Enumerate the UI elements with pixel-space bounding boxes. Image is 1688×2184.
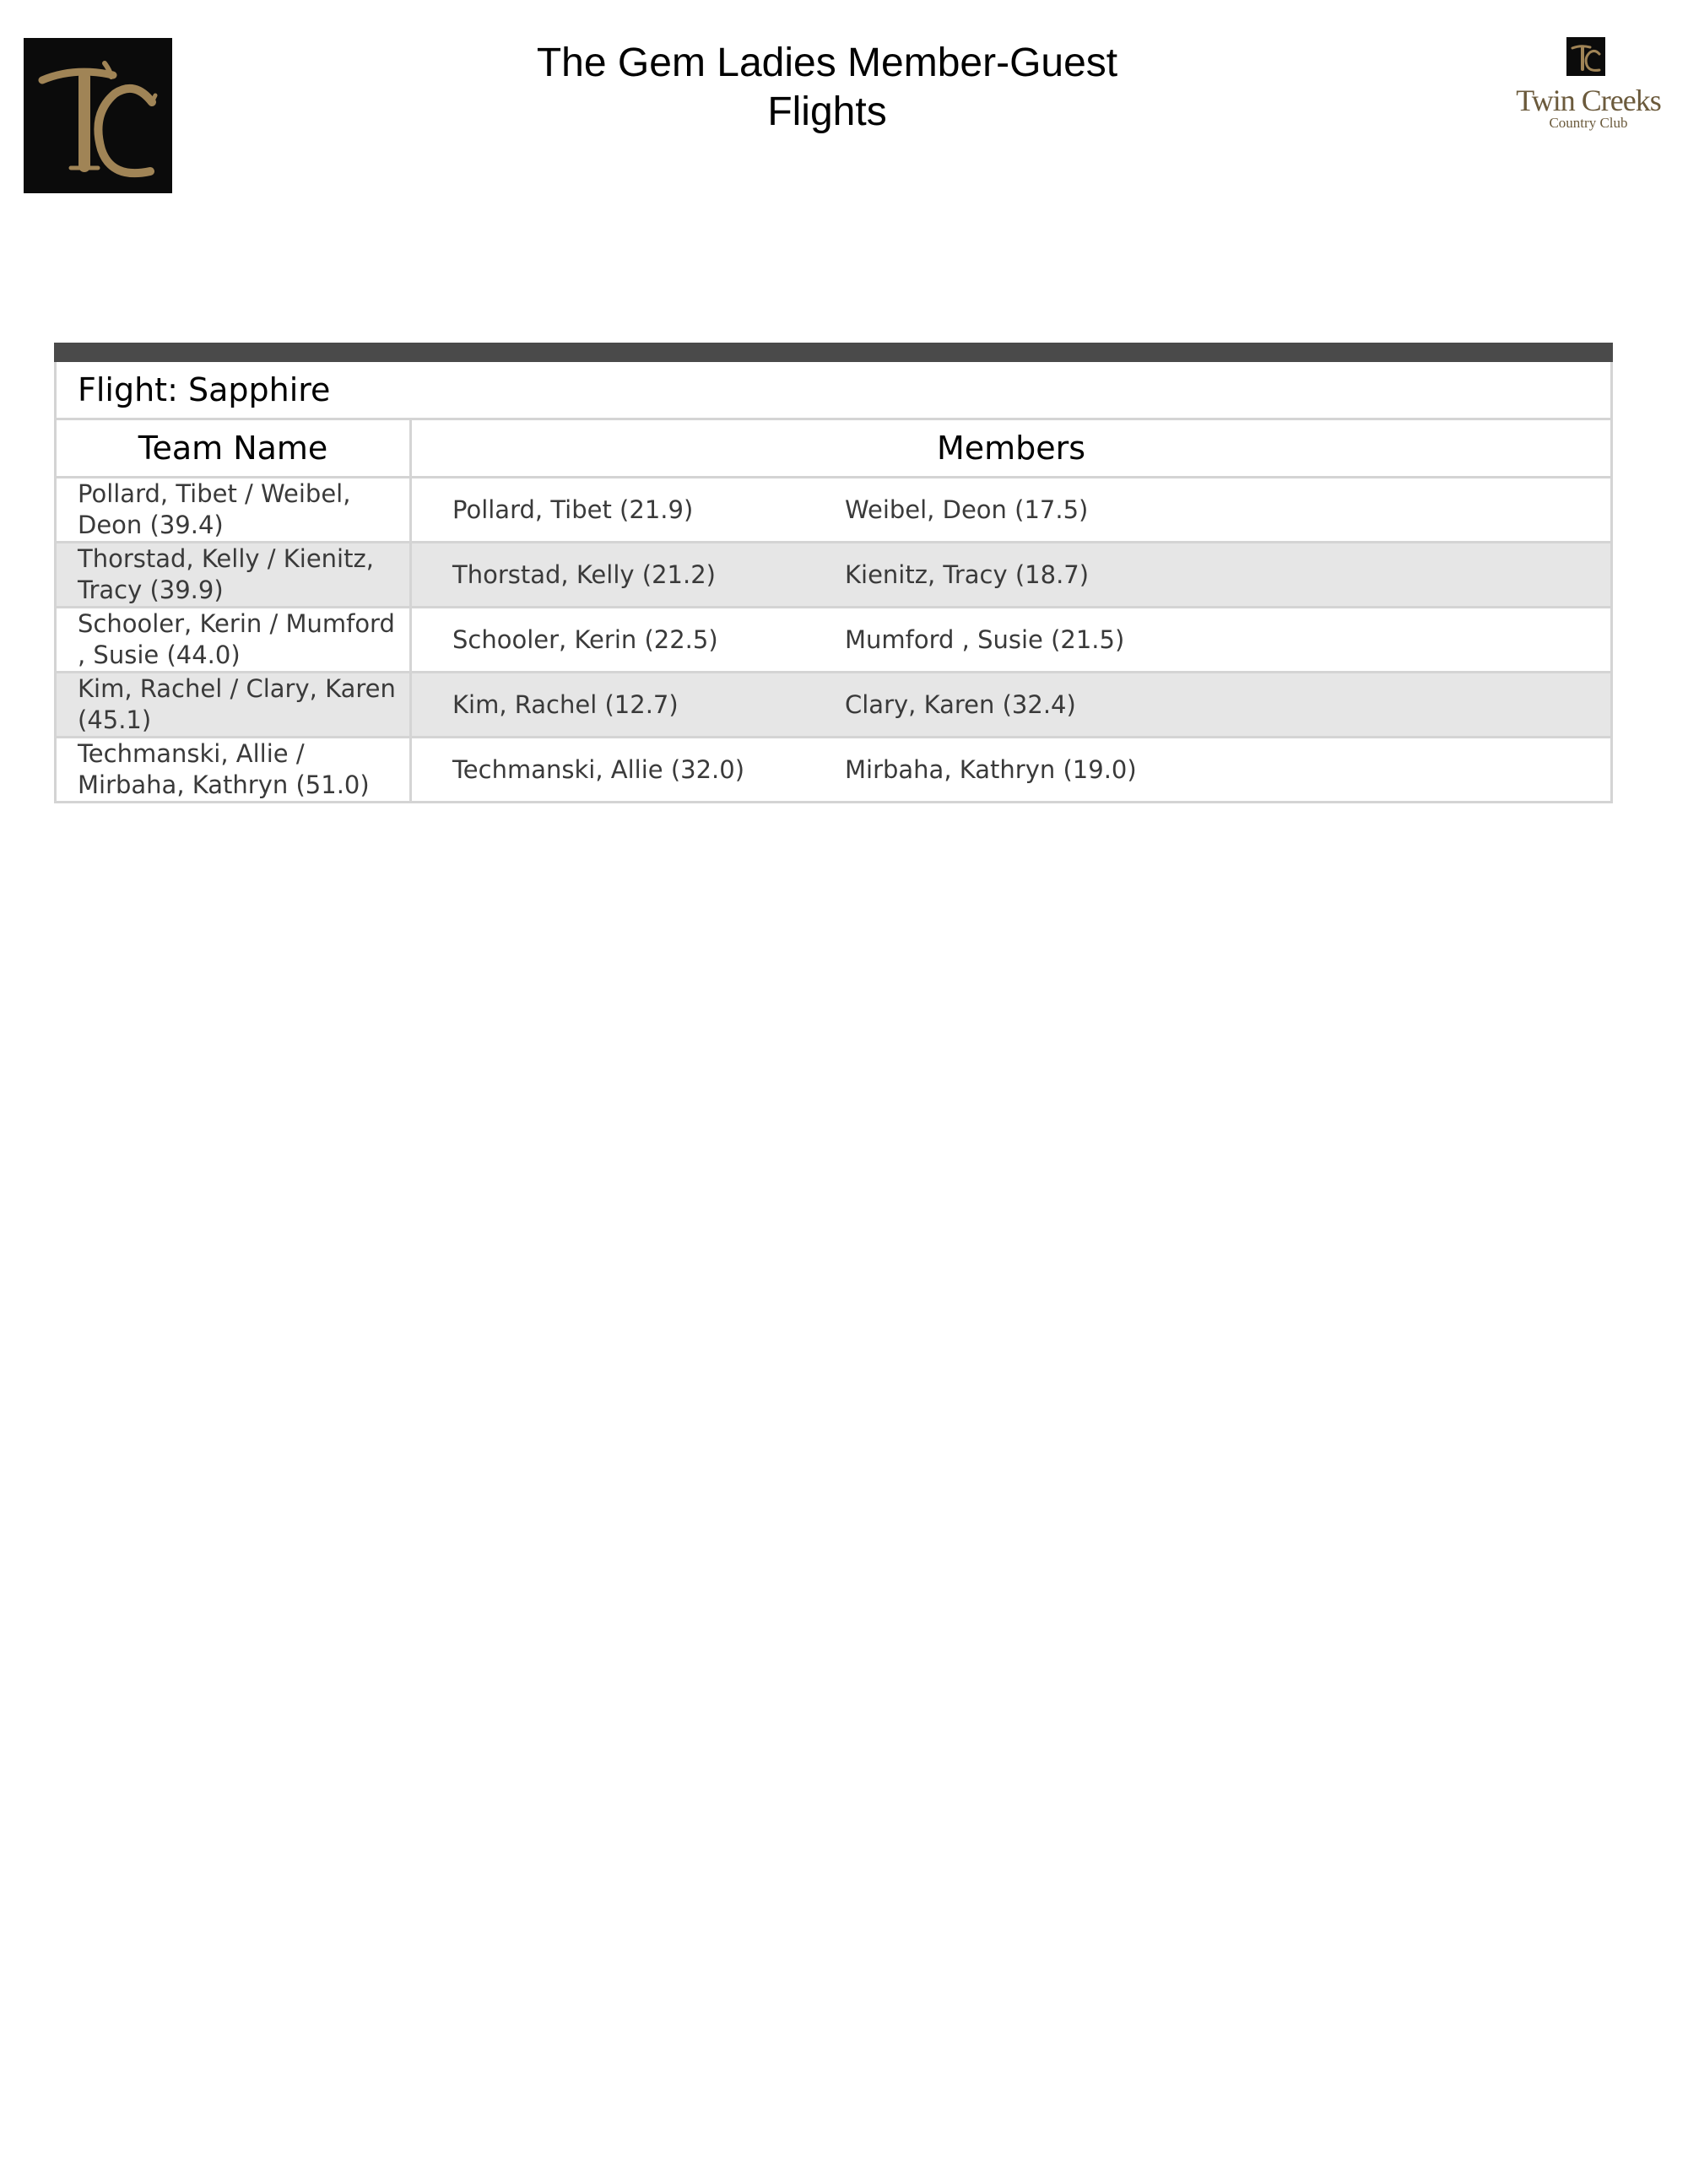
member-2: Clary, Karen (32.4) <box>845 689 1076 719</box>
flight-table <box>54 343 1613 803</box>
team-name-cell: Pollard, Tibet / Weibel, Deon (39.4) <box>56 478 411 543</box>
team-name-cell: Kim, Rachel / Clary, Karen (45.1) <box>56 673 411 738</box>
team-name-cell: Schooler, Kerin / Mumford , Susie (44.0) <box>56 608 411 673</box>
table-row <box>56 673 1612 738</box>
flight-label: Flight: Sapphire <box>56 361 1612 419</box>
member-2: Mumford , Susie (21.5) <box>845 624 1125 654</box>
table-row <box>56 478 1612 543</box>
tc-monogram-icon <box>24 38 172 193</box>
tc-mini-icon <box>1566 37 1605 76</box>
table-top-bar <box>56 344 1612 361</box>
members-cell <box>411 673 1612 738</box>
member-2: Kienitz, Tracy (18.7) <box>845 560 1090 589</box>
members-cell <box>411 478 1612 543</box>
team-name-cell: Thorstad, Kelly / Kienitz, Tracy (39.9) <box>56 543 411 608</box>
brand-subtitle: Country Club <box>1549 115 1628 131</box>
member-1: Kim, Rachel (12.7) <box>452 689 679 719</box>
flight-label-row <box>56 361 1612 419</box>
table-row <box>56 543 1612 608</box>
members-cell <box>411 543 1612 608</box>
members-cell <box>411 738 1612 803</box>
brand-name: Twin Creeks <box>1516 84 1661 117</box>
member-1: Pollard, Tibet (21.9) <box>452 495 694 524</box>
header-row <box>56 419 1612 478</box>
twin-creeks-logo <box>1507 37 1669 138</box>
team-name-cell: Techmanski, Allie / Mirbaha, Kathryn (51.0) <box>56 738 411 803</box>
team-name-header: Team Name <box>56 419 411 478</box>
title-line-2: Flights <box>767 89 887 134</box>
table-row <box>56 738 1612 803</box>
members-cell <box>411 608 1612 673</box>
table-row <box>56 608 1612 673</box>
member-2: Mirbaha, Kathryn (19.0) <box>845 754 1137 784</box>
member-1: Schooler, Kerin (22.5) <box>452 624 718 654</box>
member-1: Techmanski, Allie (32.0) <box>452 754 745 784</box>
title-line-1: The Gem Ladies Member-Guest <box>536 41 1118 85</box>
page-title <box>405 39 1249 137</box>
tc-monogram-logo <box>24 38 172 193</box>
member-1: Thorstad, Kelly (21.2) <box>452 560 716 589</box>
member-2: Weibel, Deon (17.5) <box>845 495 1089 524</box>
members-header: Members <box>411 419 1612 478</box>
